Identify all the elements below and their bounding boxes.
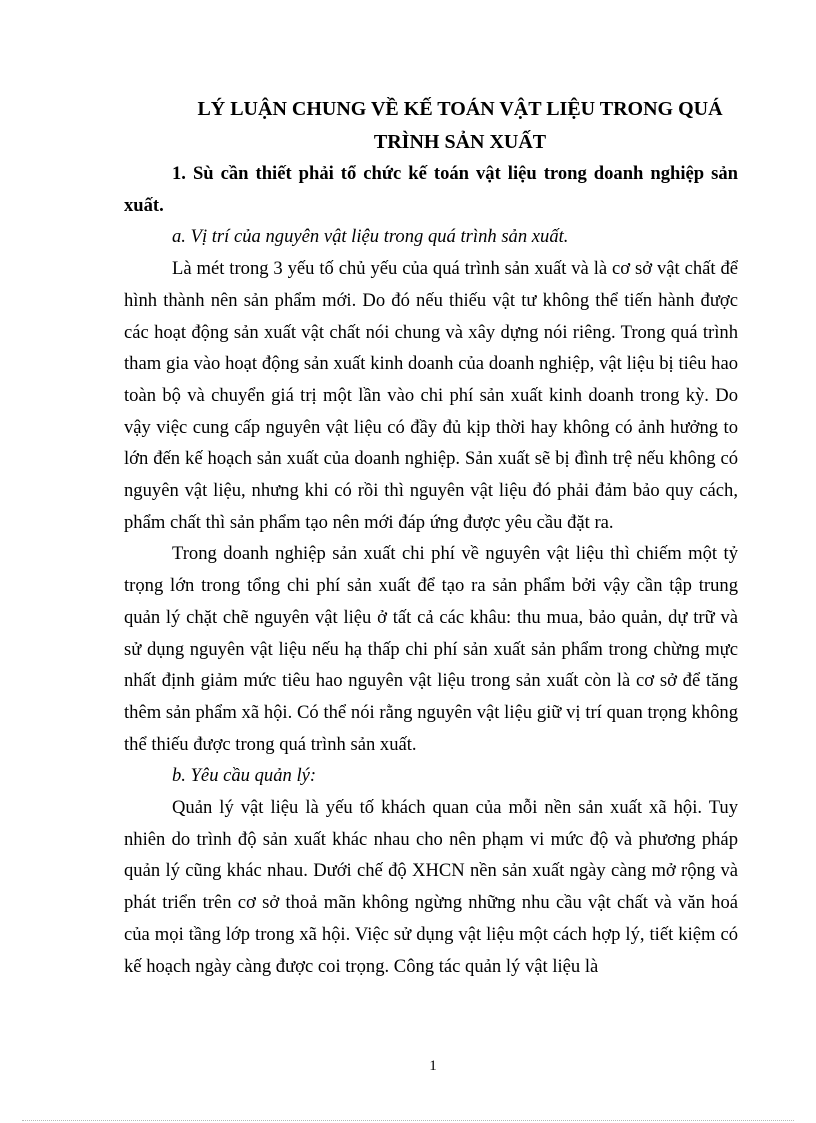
subsection-heading-b: b. Yêu cầu quản lý: [172, 765, 317, 787]
document-title-line-2: TRÌNH SẢN XUẤT [373, 131, 547, 153]
paragraph: Quản lý vật liệu là yếu tố khách quan của mỗi nền sản xuất xã hội. Tuy nhiên do trình độ sản xuất khác nhau cho nên phạm vi mức độ và phương pháp quản lý cũng khác nhau. Dưới chế độ XHCN nền sản xuất ngày càng mở rộng và phát triển trên cơ sở thoả mãn không ngừng những nhu cầu vật chất và văn hoá của mọi tầng lớp trong xã hội. Việc sử dụng vật liệu một cách hợp lý, tiết kiệm có kế hoạch ngày càng được coi trọng. Công tác quản lý vật liệu là [124, 797, 738, 977]
subsection-heading-a: a. Vị trí của nguyên vật liệu trong quá trình sản xuất. [172, 226, 569, 248]
footer-divider [22, 1120, 794, 1121]
paragraph: Trong doanh nghiệp sản xuất chi phí về nguyên vật liệu thì chiếm một tỷ trọng lớn trong tổng chi phí sản xuất để tạo ra sản phẩm bởi vậy cần tập trung quản lý chặt chẽ nguyên vật liệu ở tất cả các khâu: thu mua, bảo quản, dự trữ và sử dụng nguyên vật liệu nếu hạ thấp chi phí sản xuất sản phẩm trong chừng mực nhất định giảm mức tiêu hao nguyên vật liệu trong sản xuất còn là cơ sở để tăng thêm sản phẩm xã hội. Có thể nói rằng nguyên vật liệu giữ vị trí quan trọng không thể thiếu được trong quá trình sản xuất. [124, 543, 738, 755]
document-body [124, 158, 738, 982]
paragraph: Là mét trong 3 yếu tố chủ yếu của quá trình sản xuất và là cơ sở vật chất để hình thành nên sản phẩm mới. Do đó nếu thiếu vật tư không thể tiến hành được các hoạt động sản xuất vật chất nói chung và xây dựng nói riêng. Trong quá trình tham gia vào hoạt động sản xuất kinh doanh của doanh nghiệp, vật liệu bị tiêu hao toàn bộ và chuyển giá trị một lần vào chi phí sản xuất kinh doanh trong kỳ. Do vậy việc cung cấp nguyên vật liệu có đầy đủ kịp thời hay không có ảnh hưởng to lớn đến kế hoạch sản xuất của doanh nghiệp. Sản xuất sẽ bị đình trệ nếu không có nguyên vật liệu, nhưng khi có rồi thì nguyên vật liệu đó phải đảm bảo quy cách, phẩm chất thì sản phẩm tạo nên mới đáp ứng được yêu cầu đặt ra. [124, 258, 738, 533]
page-number: 1 [429, 1058, 437, 1074]
section-heading: 1. Sù cần thiết phải tổ chức kế toán vật liệu trong doanh nghiệp sản xuất. [124, 163, 738, 216]
document-title-line-1: LÝ LUẬN CHUNG VỀ KẾ TOÁN VẬT LIỆU TRONG QUÁ [197, 98, 723, 120]
